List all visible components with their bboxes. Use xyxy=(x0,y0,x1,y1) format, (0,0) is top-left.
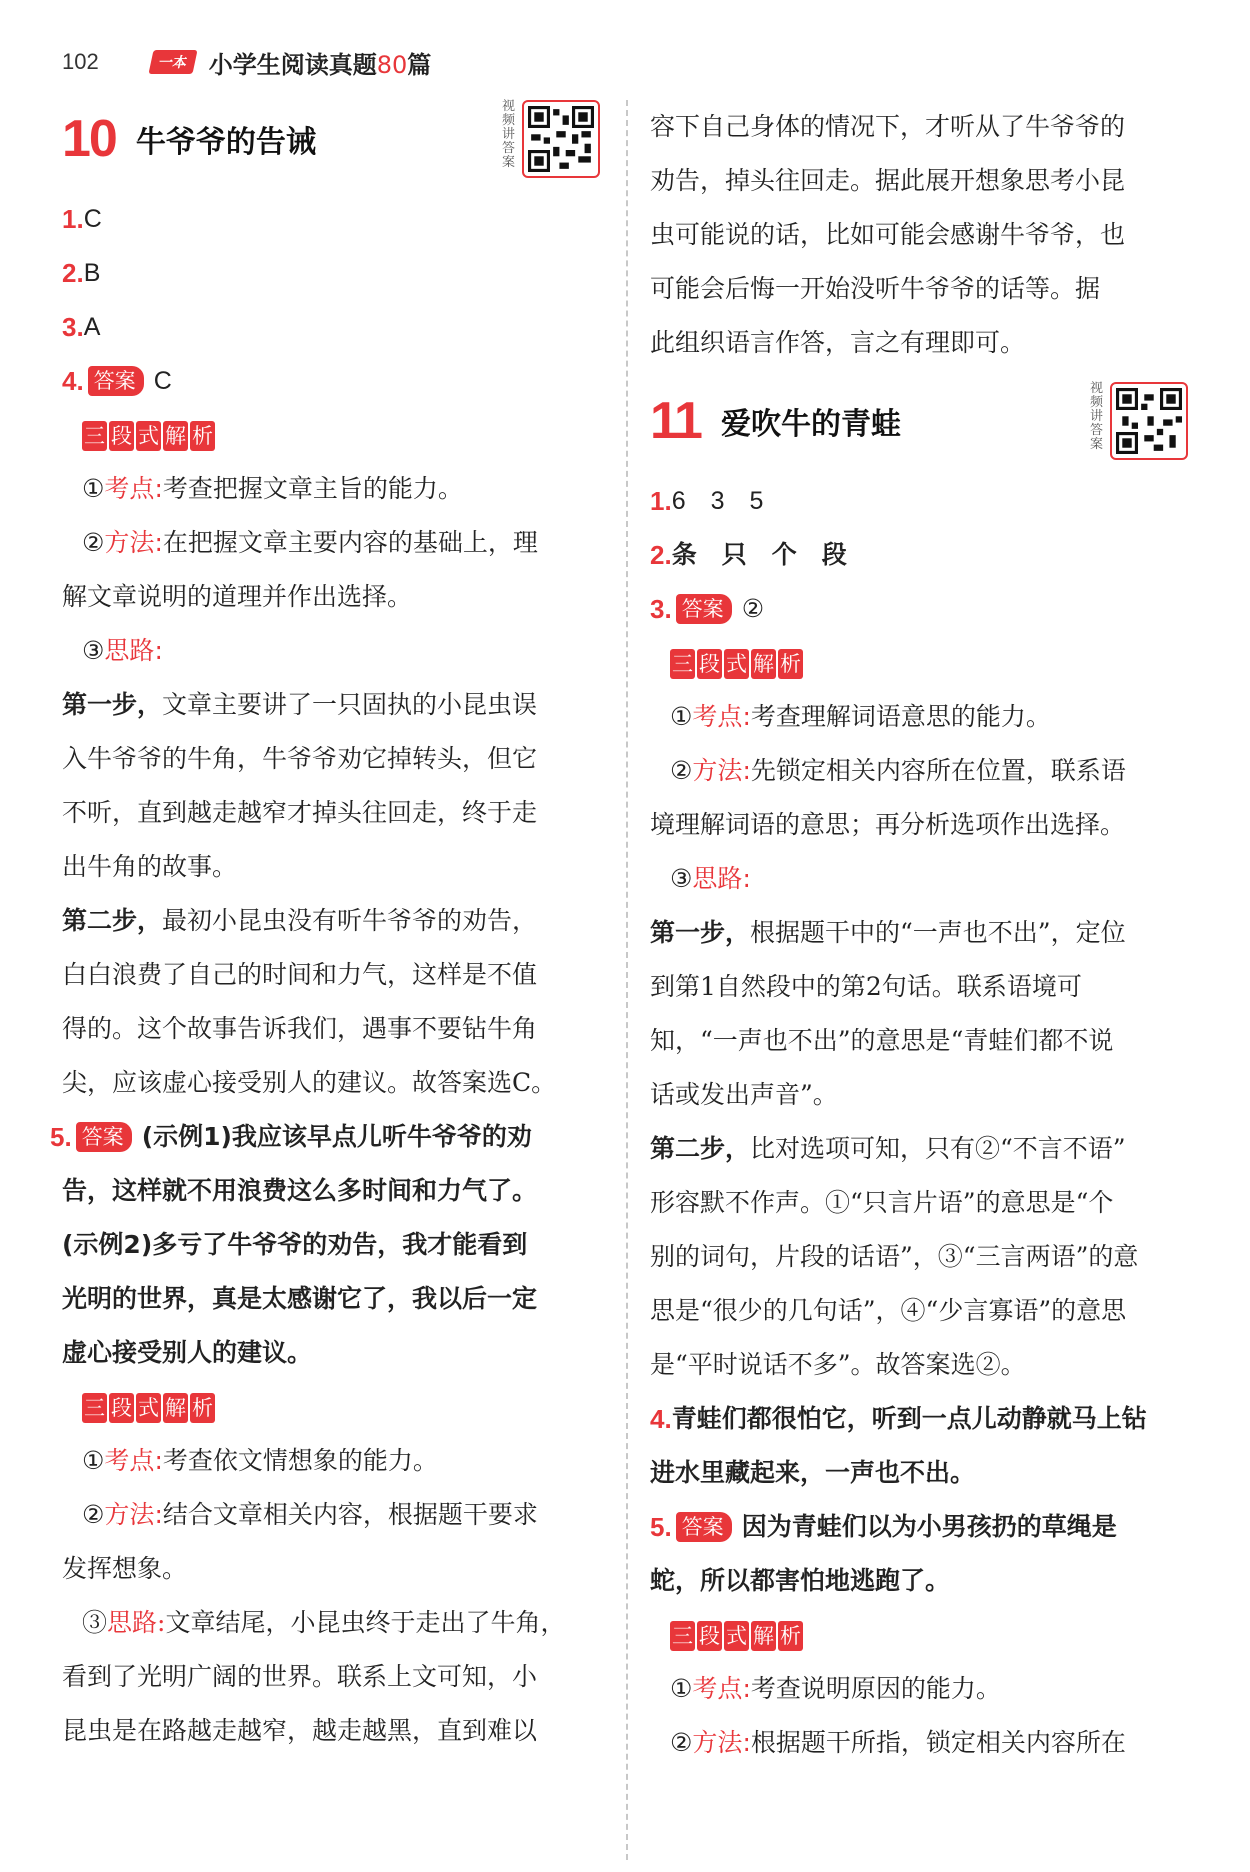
step-two-block xyxy=(650,1122,1200,1392)
analysis-badge xyxy=(62,408,612,462)
analysis-thinking: ③思路: xyxy=(670,864,751,893)
text-line: 思是“很少的几句话”，④“少言寡语”的意思 xyxy=(650,1296,1127,1325)
text-line: 入牛爷爷的牛角，牛爷爷劝它掉转头，但它 xyxy=(62,744,538,773)
right-column xyxy=(650,100,1200,1770)
text-line: 不听，直到越走越窄才掉头往回走，终于走 xyxy=(62,798,538,827)
answer-line: (示例2)多亏了牛爷爷的劝告，我才能看到 xyxy=(62,1230,528,1259)
qr-pattern-icon xyxy=(528,106,594,172)
qr-pattern-icon xyxy=(1116,388,1182,454)
step-one-block xyxy=(62,678,612,894)
text-line: 劝告，掉头往回走。据此展开想象思考小昆 xyxy=(650,166,1126,195)
answer-line: 告，这样就不用浪费这么多时间和力气了。 xyxy=(62,1176,538,1205)
qr-label: 视频讲答案 xyxy=(502,99,516,170)
badge-char: 析 xyxy=(190,421,215,451)
text-line: 到第1自然段中的第2句话。联系语境可 xyxy=(650,972,1082,1001)
section-number: 10 xyxy=(62,110,116,168)
text-line: 第一步，文章主要讲了一只固执的小昆虫误 xyxy=(62,690,538,719)
answer-line: 虚心接受别人的建议。 xyxy=(62,1338,313,1367)
analysis-point: ①考点:考查依文情想象的能力。 xyxy=(82,1446,438,1475)
text-line: 第二步，比对选项可知，只有②“不言不语” xyxy=(650,1134,1126,1163)
badge-char: 式 xyxy=(724,649,749,679)
text-line: 虫可能说的话，比如可能会感谢牛爷爷，也 xyxy=(650,220,1126,249)
badge-char: 解 xyxy=(751,649,776,679)
analysis-method: ②方法:根据题干所指，锁定相关内容所在 xyxy=(670,1728,1126,1757)
text-line: 第一步，根据题干中的“一声也不出”，定位 xyxy=(650,918,1126,947)
badge-char: 析 xyxy=(190,1393,215,1423)
badge-char: 三 xyxy=(670,649,695,679)
analysis-badge-label xyxy=(82,1393,217,1423)
text-line: 白白浪费了自己的时间和力气，这样是不值 xyxy=(62,960,538,989)
text-line: 形容默不作声。①“只言片语”的意思是“个 xyxy=(650,1188,1114,1217)
section-10-title xyxy=(62,100,612,178)
answer-line: 进水里藏起来，一声也不出。 xyxy=(650,1458,976,1487)
answer-10-4: 4. 答案 C xyxy=(62,366,172,396)
badge-char: 解 xyxy=(163,1393,188,1423)
step-two-block xyxy=(62,894,612,1110)
text-line: 出牛角的故事。 xyxy=(62,852,238,881)
analysis-method-cont: 发挥想象。 xyxy=(62,1554,188,1583)
badge-char: 式 xyxy=(136,421,161,451)
badge-char: 三 xyxy=(82,1393,107,1423)
answer-10-5: 5. 答案 (示例1)我应该早点儿听牛爷爷的劝 xyxy=(50,1122,532,1152)
badge-char: 式 xyxy=(136,1393,161,1423)
answer-11-2: 2. 条 只 个 段 xyxy=(650,540,847,570)
text-line: 第二步，最初小昆虫没有听牛爷爷的劝告， xyxy=(62,906,538,935)
badge-char: 段 xyxy=(697,1621,722,1651)
analysis-method: ②方法:先锁定相关内容所在位置，联系语 xyxy=(670,756,1126,785)
analysis-badge-label xyxy=(670,1621,805,1651)
section-name: 爱吹牛的青蛙 xyxy=(720,407,901,442)
page-header xyxy=(62,44,431,80)
left-column xyxy=(50,99,612,1758)
step-one-block xyxy=(650,906,1200,1122)
analysis-badge-label xyxy=(670,649,805,679)
badge-char: 三 xyxy=(670,1621,695,1651)
answer-line: 光明的世界，真是太感谢它了，我以后一定 xyxy=(62,1284,538,1313)
text-line: 知，“一声也不出”的意思是“青蛙们都不说 xyxy=(650,1026,1114,1055)
text-line: 容下自己身体的情况下，才听从了牛爷爷的 xyxy=(650,112,1126,141)
text-line: 话或发出声音”。 xyxy=(650,1080,838,1109)
qr-code-icon xyxy=(1110,382,1188,460)
analysis-badge-label xyxy=(82,421,217,451)
analysis-thinking: ③思路: xyxy=(82,636,163,665)
answer-tag: 答案 xyxy=(676,1512,732,1542)
analysis-method: ②方法:结合文章相关内容，根据题干要求 xyxy=(82,1500,538,1529)
analysis-badge xyxy=(650,1608,1200,1662)
badge-char: 段 xyxy=(109,1393,134,1423)
answer-10-1: 1. C xyxy=(62,204,102,234)
answer-10-2: 2. B xyxy=(62,258,101,288)
analysis-method-cont: 解文章说明的道理并作出选择。 xyxy=(62,582,413,611)
text-line: 别的词句，片段的话语”，③“三言两语”的意 xyxy=(650,1242,1139,1271)
answer-11-4: 4. 青蛙们都很怕它，听到一点儿动静就马上钻 xyxy=(650,1404,1147,1434)
text-line: 是“平时说话不多”。故答案选②。 xyxy=(650,1350,1026,1379)
answer-11-1: 1. 6 3 5 xyxy=(650,486,764,516)
badge-char: 段 xyxy=(109,421,134,451)
answer-11-5: 5. 答案 因为青蛙们以为小男孩扔的草绳是 xyxy=(650,1512,1117,1542)
badge-char: 解 xyxy=(751,1621,776,1651)
section-number: 11 xyxy=(650,392,701,450)
analysis-point: ①考点:考查理解词语意思的能力。 xyxy=(670,702,1051,731)
video-qr-code[interactable] xyxy=(1090,382,1188,460)
analysis-point: ①考点:考查把握文章主旨的能力。 xyxy=(82,474,463,503)
brand-logo: 一本 xyxy=(148,50,197,74)
thinking-line: 昆虫是在路越走越窄，越走越黑，直到难以 xyxy=(62,1716,538,1745)
analysis-point: ①考点:考查说明原因的能力。 xyxy=(670,1674,1001,1703)
analysis-method-cont: 境理解词语的意思；再分析选项作出选择。 xyxy=(650,810,1126,839)
text-line: 尖，应该虚心接受别人的建议。故答案选C。 xyxy=(62,1068,557,1097)
badge-char: 三 xyxy=(82,421,107,451)
analysis-method: ②方法:在把握文章主要内容的基础上，理 xyxy=(82,528,538,557)
badge-char: 析 xyxy=(778,649,803,679)
answer-10-3: 3. A xyxy=(62,312,101,342)
thinking-line: 看到了光明广阔的世界。联系上文可知，小 xyxy=(62,1662,538,1691)
badge-char: 式 xyxy=(724,1621,749,1651)
qr-code-icon xyxy=(522,100,600,178)
section-name: 牛爷爷的告诫 xyxy=(135,125,316,160)
answer-11-3: 3. 答案 ② xyxy=(650,594,765,624)
answer-line: 蛇，所以都害怕地逃跑了。 xyxy=(650,1566,951,1595)
badge-char: 析 xyxy=(778,1621,803,1651)
section-11-title xyxy=(650,382,1200,460)
page-number: 102 xyxy=(62,49,99,74)
column-divider xyxy=(626,100,628,1860)
analysis-badge xyxy=(62,1380,612,1434)
badge-char: 解 xyxy=(163,421,188,451)
analysis-badge xyxy=(650,636,1200,690)
text-line: 此组织语言作答，言之有理即可。 xyxy=(650,328,1026,357)
badge-char: 段 xyxy=(697,649,722,679)
text-line: 得的。这个故事告诉我们，遇事不要钻牛角 xyxy=(62,1014,538,1043)
text-line: 可能会后悔一开始没听牛爷爷的话等。据 xyxy=(650,274,1101,303)
analysis-thinking: ③思路:文章结尾，小昆虫终于走出了牛角， xyxy=(82,1608,566,1637)
answer-tag: 答案 xyxy=(76,1122,132,1152)
answer-tag: 答案 xyxy=(676,594,732,624)
series-title: 小学生阅读真题80篇 xyxy=(208,50,432,79)
video-qr-code[interactable] xyxy=(502,100,600,178)
qr-label: 视频讲答案 xyxy=(1090,381,1104,452)
answer-tag: 答案 xyxy=(88,366,144,396)
continued-text xyxy=(650,100,1200,370)
